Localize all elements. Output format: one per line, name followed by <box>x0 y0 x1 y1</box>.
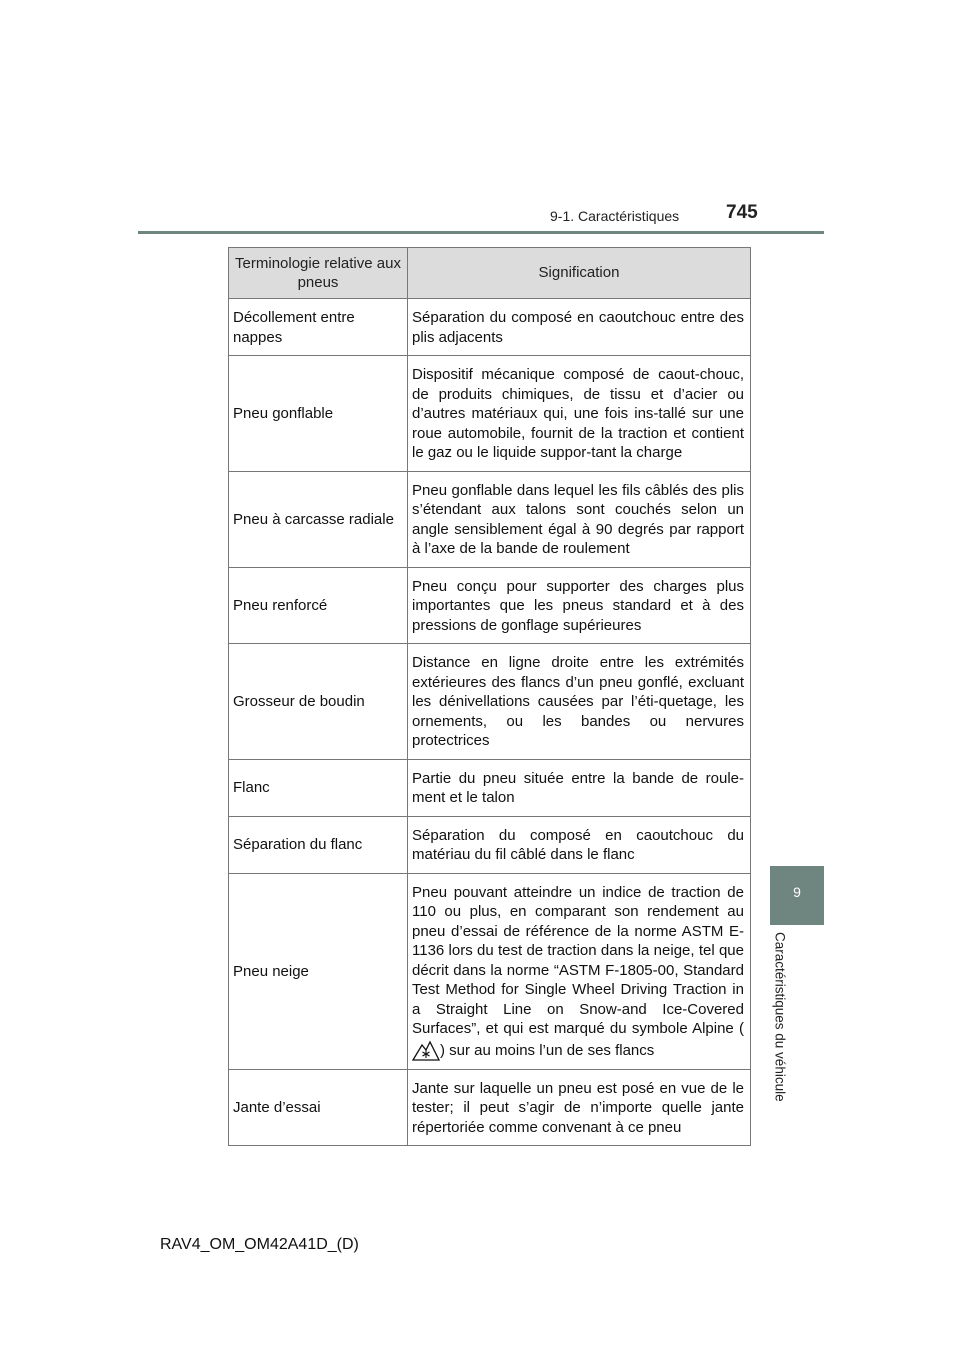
term-cell: Pneu neige <box>229 873 408 1069</box>
term-cell: Pneu à carcasse radiale <box>229 471 408 567</box>
chapter-tab <box>770 866 824 925</box>
page-number: 745 <box>726 202 758 223</box>
table-row <box>229 356 751 472</box>
header-divider <box>138 231 824 234</box>
definition-text-before: Pneu pouvant atteindre un indice de traction de 110 ou plus, en comparant son rendement au pneu d’essai de référence de la norme ASTM E-1136 lors du test de traction dans la neige, tel que décrit dans la norme “ASTM F-1805-00, Standard Test Method for Single Wheel Driving Traction in a Straight Line on Snow-and Ice-Covered Surfaces”, et qui est marqué du symbole Alpine ( <box>412 883 744 1037</box>
term-cell: Séparation du flanc <box>229 816 408 873</box>
term-cell: Décollement entre nappes <box>229 299 408 356</box>
document-id: RAV4_OM_OM42A41D_(D) <box>160 1236 359 1253</box>
definition-cell <box>408 873 751 1069</box>
definition-text-after: ) sur au moins l’un de ses flancs <box>440 1041 655 1059</box>
column-header-meaning: Signification <box>408 248 751 299</box>
table-row <box>229 471 751 567</box>
table-header-row <box>229 248 751 299</box>
table-row <box>229 299 751 356</box>
definition-cell: Pneu gonflable dans lequel les fils câblés des plis s’étendant aux talons sont couchés selon un angle sensiblement égal à 90 degrés par rapport à l’axe de la bande de roulement <box>408 471 751 567</box>
term-cell: Pneu renforcé <box>229 567 408 644</box>
definition-cell: Séparation du composé en caoutchouc du matériau du fil câblé dans le flanc <box>408 816 751 873</box>
alpine-snowflake-mountain-icon <box>412 1039 440 1061</box>
table-row <box>229 644 751 760</box>
section-title: 9-1. Caractéristiques <box>550 208 680 224</box>
definition-cell: Jante sur laquelle un pneu est posé en vue de le tester; il peut s’agir de n’importe quelle jante répertoriée comme convenant à ce pneu <box>408 1069 751 1146</box>
definition-cell: Distance en ligne droite entre les extrémités extérieures des flancs d’un pneu gonflé, excluant les dénivellations causées par l’éti-quetage, les ornements, ou les bandes ou nervures protectrices <box>408 644 751 760</box>
table-row <box>229 1069 751 1146</box>
chapter-label-text: Caractéristiques du véhicule <box>772 932 788 1102</box>
column-header-term: Terminologie relative aux pneus <box>229 248 408 299</box>
term-cell: Grosseur de boudin <box>229 644 408 760</box>
chapter-label <box>766 932 796 1122</box>
table-row <box>229 759 751 816</box>
term-cell: Pneu gonflable <box>229 356 408 472</box>
term-cell: Flanc <box>229 759 408 816</box>
definition-cell: Partie du pneu située entre la bande de roule-ment et le talon <box>408 759 751 816</box>
table-row <box>229 567 751 644</box>
chapter-number: 9 <box>793 884 801 900</box>
term-cell: Jante d’essai <box>229 1069 408 1146</box>
definition-cell: Dispositif mécanique composé de caout-chouc, de produits chimiques, de tissu et d’acier ou d’autres matériaux qui, une fois ins-tallé sur une roue automobile, fournit de la traction et contient le gaz ou le liquide suppor-tant la charge <box>408 356 751 472</box>
table-row <box>229 873 751 1069</box>
table-row <box>229 816 751 873</box>
definition-cell: Pneu conçu pour supporter des charges plus importantes que les pneus standard et à des pressions de gonflage supérieures <box>408 567 751 644</box>
tire-terminology-table <box>228 247 751 1146</box>
definition-cell: Séparation du composé en caoutchouc entre des plis adjacents <box>408 299 751 356</box>
